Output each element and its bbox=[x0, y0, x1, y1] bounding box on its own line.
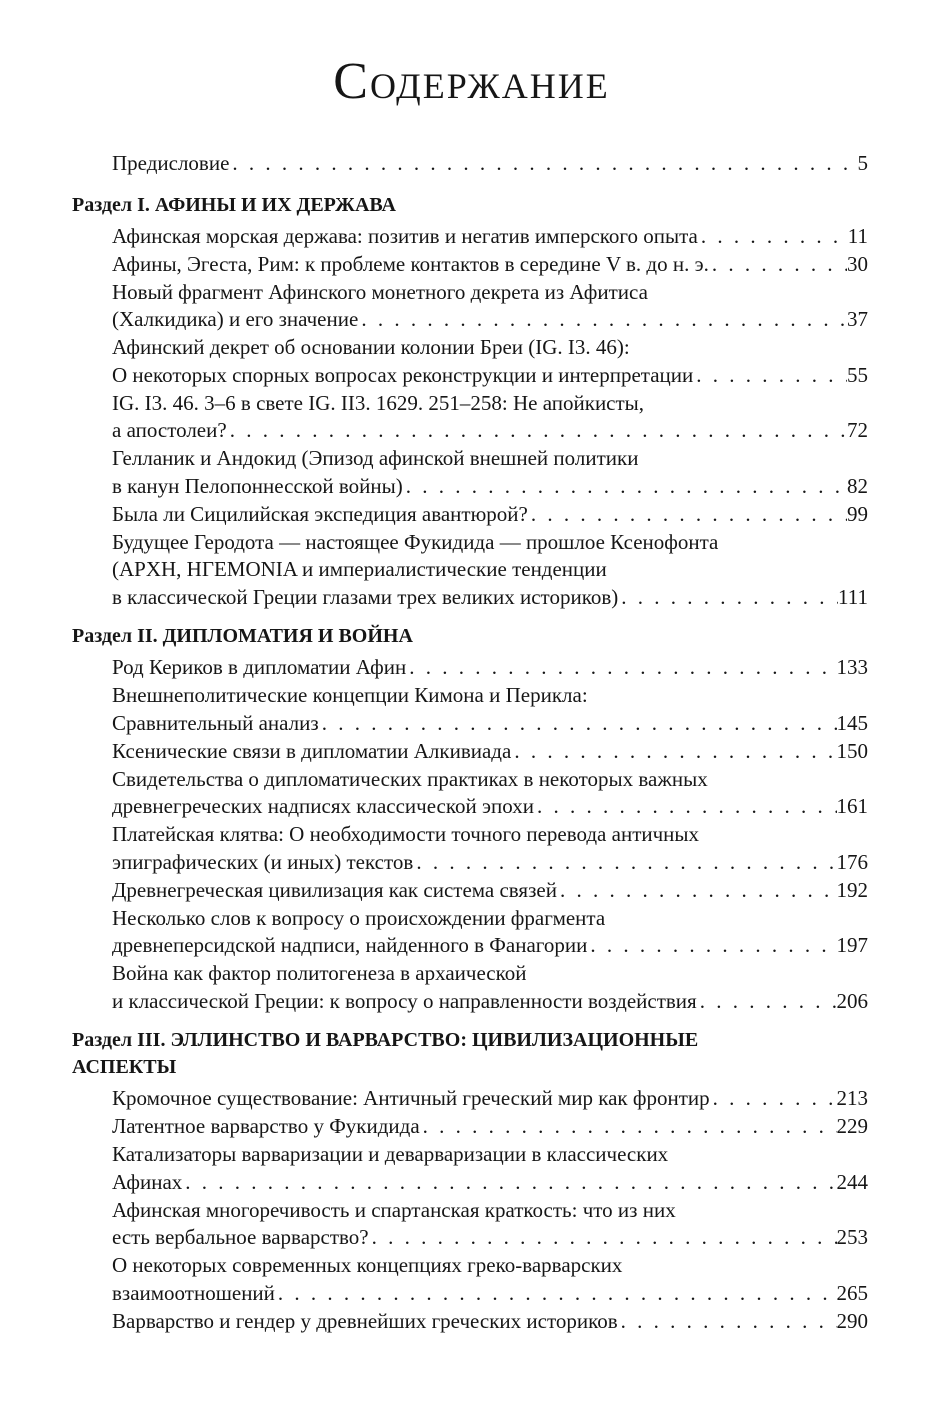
toc-entry[interactable] bbox=[112, 1197, 868, 1252]
toc-entry-title-line: Будущее Геродота — настоящее Фукидида — прошлое Ксенофонта bbox=[112, 529, 719, 554]
toc-entry-title-line: Афинский декрет об основании колонии Бреи (IG. I3. 46): bbox=[112, 335, 630, 359]
toc-entry[interactable] bbox=[112, 445, 868, 500]
dot-leader bbox=[275, 1280, 837, 1308]
dot-leader bbox=[319, 710, 837, 738]
toc-entry-title: в канун Пелопоннесской войны) bbox=[112, 473, 403, 498]
toc-entry-title: Афинская морская держава: позитив и негатив имперского опыта bbox=[112, 223, 698, 248]
toc-entry-line bbox=[112, 306, 868, 334]
dot-leader bbox=[182, 1169, 836, 1197]
dot-leader bbox=[557, 877, 837, 905]
toc-entry[interactable] bbox=[112, 1252, 868, 1307]
toc-page-number: 145 bbox=[836, 710, 868, 735]
toc-entry-title: Кромочное существование: Античный греческий мир как фронтир bbox=[112, 1086, 710, 1110]
dot-leader bbox=[709, 251, 847, 279]
toc-page-number: 192 bbox=[836, 877, 868, 902]
toc-entry-line bbox=[112, 738, 868, 766]
toc-section-1 bbox=[72, 192, 868, 612]
toc-entry-line bbox=[112, 150, 868, 178]
dot-leader bbox=[403, 473, 847, 501]
toc-entry-title: О некоторых спорных вопросах реконструкции и интерпретации bbox=[112, 362, 694, 387]
dot-leader bbox=[618, 1308, 837, 1336]
toc-entry-title-line: Афинская многоречивость и спартанская краткость: что из них bbox=[112, 1197, 676, 1222]
toc-entry[interactable] bbox=[112, 1113, 868, 1141]
toc-entry-title: эпиграфических (и иных) текстов bbox=[112, 849, 414, 874]
toc-entry-title: (Халкидика) и его значение bbox=[112, 307, 359, 331]
toc-entry-title: Род Кериков в дипломатии Афин bbox=[112, 655, 407, 679]
dot-leader bbox=[227, 417, 847, 445]
dot-leader bbox=[693, 362, 847, 390]
dot-leader bbox=[698, 223, 848, 251]
toc-entry-title-line: Несколько слов к вопросу о происхождении фрагмента bbox=[112, 905, 606, 930]
toc-entry-title-line: Внешнеполитические концепции Кимона и Перикла: bbox=[112, 683, 588, 707]
dot-leader bbox=[528, 501, 847, 529]
dot-leader bbox=[406, 654, 836, 682]
toc-entry[interactable] bbox=[112, 223, 868, 251]
toc-entry-line bbox=[112, 417, 868, 445]
toc-entry-title: Древнегреческая цивилизация как система связей bbox=[112, 877, 557, 902]
toc-entry[interactable] bbox=[112, 501, 868, 529]
toc-page-number: 229 bbox=[836, 1114, 868, 1138]
toc-page-number: 213 bbox=[836, 1086, 868, 1110]
toc-entry-line bbox=[112, 877, 868, 905]
toc-entry[interactable] bbox=[112, 251, 868, 279]
toc-page-number: 253 bbox=[836, 1225, 868, 1249]
dot-leader bbox=[229, 150, 857, 178]
toc-entry-line bbox=[112, 1169, 868, 1197]
toc-entry-line bbox=[112, 1308, 868, 1336]
toc-page-number: 11 bbox=[847, 223, 868, 248]
toc-entry-title: есть вербальное варварство? bbox=[112, 1225, 369, 1249]
toc-entry-line bbox=[112, 849, 868, 877]
dot-leader bbox=[587, 932, 836, 960]
toc-entry-line bbox=[112, 1085, 868, 1113]
toc-entry-line bbox=[112, 793, 868, 821]
toc-entry-line bbox=[112, 710, 868, 738]
toc-entry[interactable] bbox=[112, 682, 868, 737]
dot-leader bbox=[511, 738, 836, 766]
toc-entry-line bbox=[112, 1224, 868, 1252]
toc-entry[interactable] bbox=[112, 877, 868, 905]
toc-entry-line bbox=[112, 654, 868, 682]
toc-entry[interactable] bbox=[112, 766, 868, 821]
toc-page-number: 55 bbox=[847, 362, 868, 387]
toc-entry[interactable] bbox=[112, 905, 868, 960]
toc-entry-line bbox=[112, 1113, 868, 1141]
toc-section-3 bbox=[72, 1027, 868, 1335]
dot-leader bbox=[358, 306, 847, 334]
section-heading bbox=[72, 1027, 868, 1081]
toc-entry-title: и классической Греции: к вопросу о направленности воздействия bbox=[112, 988, 697, 1013]
toc-entry-line bbox=[112, 584, 868, 612]
toc-entry-title: древнеперсидской надписи, найденного в Фанагории bbox=[112, 933, 588, 957]
toc-entry-title: древнегреческих надписях классической эпохи bbox=[112, 794, 534, 818]
toc-page-number: 265 bbox=[836, 1280, 868, 1305]
toc-page-number: 244 bbox=[836, 1169, 868, 1194]
toc-entry-line bbox=[112, 501, 868, 529]
toc-entry[interactable] bbox=[112, 1141, 868, 1196]
toc-page-number: 37 bbox=[847, 307, 868, 331]
toc-entry-title-line: О некоторых современных концепциях греко-варварских bbox=[112, 1253, 623, 1277]
toc-page-number: 290 bbox=[836, 1308, 868, 1333]
toc-entry-title-line: Катализаторы варваризации и деварваризации в классических bbox=[112, 1142, 669, 1166]
section-heading bbox=[72, 623, 868, 650]
toc-entry-title: взаимоотношений bbox=[112, 1280, 275, 1305]
section-heading-line: Раздел I. АФИНЫ И ИХ ДЕРЖАВА bbox=[72, 193, 396, 216]
toc-entry-title-line: Гелланик и Андокид (Эпизод афинской внешней политики bbox=[112, 446, 639, 470]
toc-entry-title: а апостолеи? bbox=[112, 418, 227, 442]
toc-entry[interactable] bbox=[112, 334, 868, 389]
toc-entry-title: Афинах bbox=[112, 1169, 183, 1194]
toc-entry-title: Латентное варварство у Фукидида bbox=[112, 1114, 420, 1138]
toc-entry[interactable] bbox=[112, 738, 868, 766]
dot-leader bbox=[618, 584, 838, 612]
toc-entry-title: Афины, Эгеста, Рим: к проблеме контактов в середине V в. до н. э. bbox=[112, 251, 709, 276]
toc-entry-preface[interactable] bbox=[112, 150, 868, 178]
toc-entry-title: Предисловие bbox=[112, 151, 230, 175]
toc-entry-title: Ксенические связи в дипломатии Алкивиада bbox=[112, 738, 512, 763]
toc-entry-line bbox=[112, 473, 868, 501]
dot-leader bbox=[369, 1224, 837, 1252]
toc-entry-line bbox=[112, 251, 868, 279]
dot-leader bbox=[697, 988, 837, 1016]
toc-entry-line bbox=[112, 362, 868, 390]
toc-entry-title-line: Платейская клятва: О необходимости точного перевода античных bbox=[112, 822, 700, 846]
toc-entry-line bbox=[112, 1280, 868, 1308]
toc-entry-title-line: Свидетельства о дипломатических практиках в некоторых важных bbox=[112, 766, 708, 791]
toc-page-number: 82 bbox=[847, 473, 868, 498]
toc-page-number: 206 bbox=[836, 988, 868, 1013]
toc-entry[interactable] bbox=[112, 529, 868, 612]
toc-page-number: 30 bbox=[847, 251, 868, 276]
section-heading-line: АСПЕКТЫ bbox=[72, 1056, 177, 1078]
table-of-contents bbox=[72, 150, 868, 1335]
dot-leader bbox=[534, 793, 837, 821]
page-title: Содержание bbox=[333, 53, 610, 110]
toc-entry-line bbox=[112, 223, 868, 251]
toc-entry[interactable] bbox=[112, 1308, 868, 1336]
toc-page-number: 161 bbox=[836, 794, 868, 818]
toc-entry-title: в классической Греции глазами трех великих историков) bbox=[112, 584, 619, 609]
toc-entry[interactable] bbox=[112, 821, 868, 876]
toc-entry-title: Была ли Сицилийская экспедиция авантюрой? bbox=[112, 501, 528, 526]
section-heading bbox=[72, 192, 868, 219]
toc-entry[interactable] bbox=[112, 1085, 868, 1113]
toc-entry[interactable] bbox=[112, 390, 868, 445]
toc-page-number: 72 bbox=[847, 418, 868, 442]
section-heading-line: Раздел III. ЭЛЛИНСТВО И ВАРВАРСТВО: ЦИВИЛИЗАЦИОННЫЕ bbox=[72, 1029, 699, 1051]
section-heading-line: Раздел II. ДИПЛОМАТИЯ И ВОЙНА bbox=[72, 625, 413, 647]
toc-page-number: 150 bbox=[836, 738, 868, 763]
toc-page-number: 99 bbox=[847, 501, 868, 526]
dot-leader bbox=[710, 1085, 837, 1113]
toc-entry[interactable] bbox=[112, 960, 868, 1015]
toc-page-number: 5 bbox=[857, 151, 868, 175]
toc-entry-title-line: IG. I3. 46. 3–6 в свете IG. II3. 1629. 251–258: Не апойкисты, bbox=[112, 390, 645, 415]
toc-section-2 bbox=[72, 623, 868, 1015]
toc-entry-line bbox=[112, 988, 868, 1016]
toc-entry-line bbox=[112, 932, 868, 960]
toc-page-number: 197 bbox=[836, 933, 868, 957]
toc-entry-title: Варварство и гендер у древнейших греческих историков bbox=[112, 1308, 618, 1333]
dot-leader bbox=[420, 1113, 837, 1141]
toc-page-number: 111 bbox=[838, 584, 868, 609]
toc-entry-title: Сравнительный анализ bbox=[112, 710, 319, 735]
toc-entry[interactable] bbox=[112, 279, 868, 334]
toc-entry-title-line: Война как фактор политогенеза в архаической bbox=[112, 961, 527, 985]
toc-page-number: 176 bbox=[836, 849, 868, 874]
dot-leader bbox=[413, 849, 836, 877]
toc-entry-title-line: (ΑΡΧΗ, ΗΓΕΜΟΝΙΑ и империалистические тенденции bbox=[112, 557, 607, 581]
toc-page-number: 133 bbox=[836, 655, 868, 679]
toc-entry[interactable] bbox=[112, 654, 868, 682]
toc-entry-title-line: Новый фрагмент Афинского монетного декрета из Афитиса bbox=[112, 279, 648, 304]
